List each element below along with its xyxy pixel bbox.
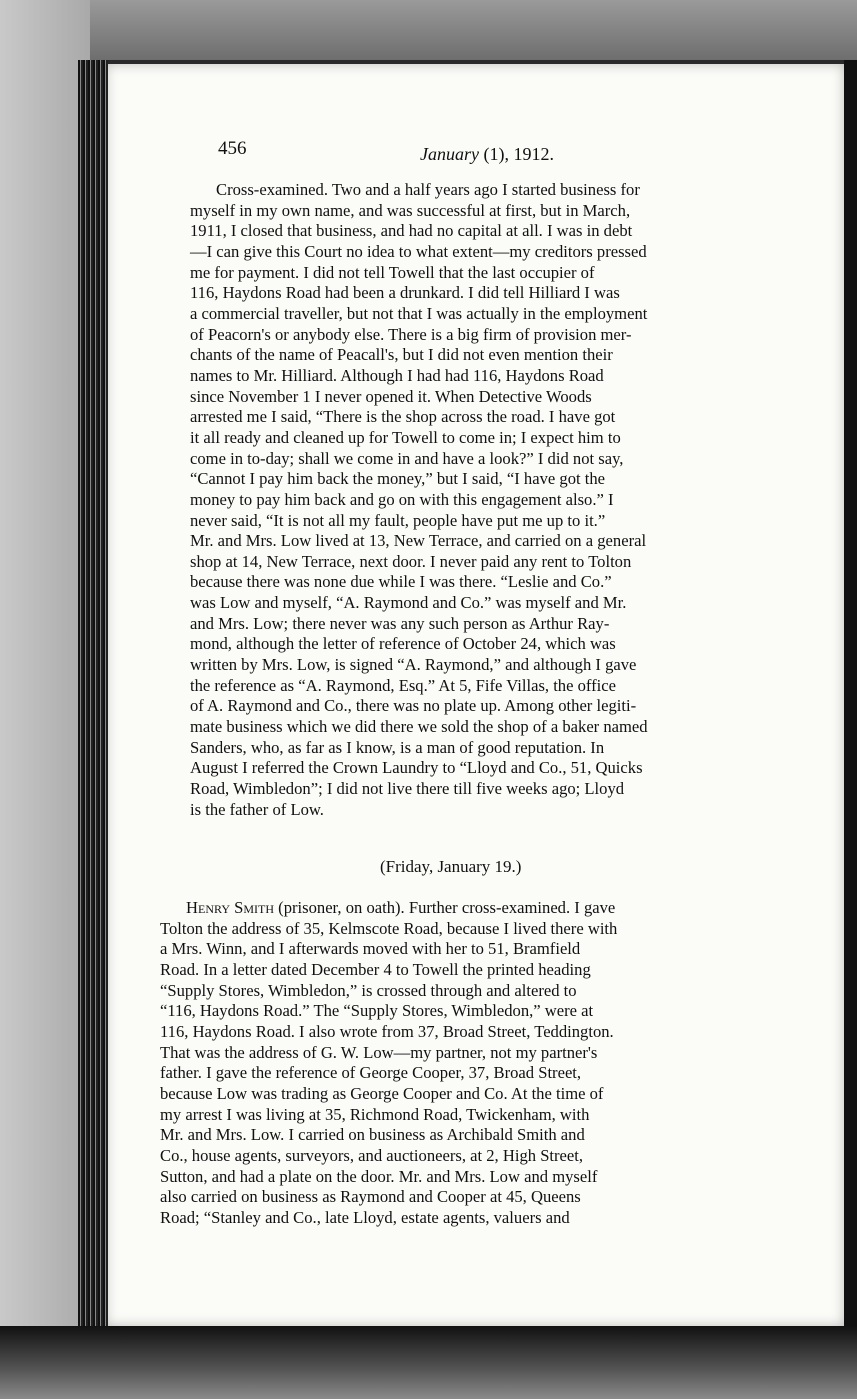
text-line: Mr. and Mrs. Low. I carried on business as Archibald Smith and [160,1125,585,1145]
text-line: Sutton, and had a plate on the door. Mr. and Mrs. Low and myself [160,1166,598,1186]
text-line: shop at 14, New Terrace, next door. I never paid any rent to Tolton [190,551,632,571]
text-line: because there was none due while I was there. “Leslie and Co.” [190,572,612,592]
text-line: 116, Haydons Road had been a drunkard. I did tell Hilliard I was [190,283,620,303]
running-head [420,144,554,165]
text-line: 1911, I closed that business, and had no capital at all. I was in debt [190,221,633,241]
text-line: “Cannot I pay him back the money,” but I said, “I have got the [190,469,606,489]
text-line: Road. In a letter dated December 4 to Towell the printed heading [160,959,591,979]
first-line-text: (prisoner, on oath). Further cross-examined. I gave [274,898,616,917]
text-line: since November 1 I never opened it. When Detective Woods [190,386,592,406]
text-line: it all ready and cleaned up for Towell to come in; I expect him to [190,427,621,447]
text-line: 116, Haydons Road. I also wrote from 37, Broad Street, Teddington. [160,1021,614,1041]
text-line: August I referred the Crown Laundry to “Lloyd and Co., 51, Quicks [190,758,643,778]
text-line: names to Mr. Hilliard. Although I had had 116, Haydons Road [190,365,604,385]
text-line: mate business which we did there we sold the shop of a baker named [190,717,648,737]
scan-left-margin [0,0,90,1399]
text-line: —I can give this Court no idea to what extent—my creditors pressed [190,241,647,261]
text-line: also carried on business as Raymond and Cooper at 45, Queens [160,1187,581,1207]
text-line: Co., house agents, surveyors, and auctioneers, at 2, High Street, [160,1145,584,1165]
text-line: the reference as “A. Raymond, Esq.” At 5, Fife Villas, the office [190,675,617,695]
text-line: because Low was trading as George Cooper and Co. At the time of [160,1083,604,1103]
date-heading: (Friday, January 19.) [380,857,522,876]
text-line: “116, Haydons Road.” The “Supply Stores, Wimbledon,” were at [160,1001,594,1021]
text-line: Tolton the address of 35, Kelmscote Road, because I lived there with [160,918,618,938]
scan-right-edge [844,60,857,1340]
text-line: come in to-day; shall we come in and have a look?” I did not say, [190,448,624,468]
text-line: chants of the name of Peacall's, but I did not even mention their [190,345,613,365]
text-line: “Supply Stores, Wimbledon,” is crossed through and altered to [160,980,577,1000]
text-line: father. I gave the reference of George Cooper, 37, Broad Street, [160,1063,582,1083]
paragraph-first-line [160,898,800,919]
text-line: of Peacorn's or anybody else. There is a big firm of provision mer- [190,324,632,344]
paragraph-cross-examination [190,180,798,820]
paragraph-henry-smith [160,898,800,1229]
scan-top-margin [0,0,857,60]
text-line: is the father of Low. [190,799,324,819]
scan-bottom-margin [0,1326,857,1399]
text-line: Sanders, who, as far as I know, is a man of good reputation. In [190,737,605,757]
text-line: a Mrs. Winn, and I afterwards moved with her to 51, Bramfield [160,939,581,959]
text-line: never said, “It is not all my fault, people have put me up to it.” [190,510,606,530]
book-binding [78,60,108,1330]
running-head-month: January [420,144,479,164]
text-line: Cross-examined. Two and a half years ago I started business for [216,180,640,199]
text-line: Road; “Stanley and Co., late Lloyd, estate agents, valuers and [160,1207,570,1227]
text-line: mond, although the letter of reference of October 24, which was [190,634,616,654]
text-line: Mr. and Mrs. Low lived at 13, New Terrace, and carried on a general [190,531,647,551]
text-line: me for payment. I did not tell Towell that the last occupier of [190,262,595,282]
text-line: and Mrs. Low; there never was any such person as Arthur Ray- [190,613,610,633]
text-line: That was the address of G. W. Low—my partner, not my partner's [160,1042,598,1062]
text-line: of A. Raymond and Co., there was no plate up. Among other legiti- [190,696,637,716]
text-line: arrested me I said, “There is the shop across the road. I have got [190,407,616,427]
text-line: written by Mrs. Low, is signed “A. Raymond,” and although I gave [190,655,637,675]
text-line: was Low and myself, “A. Raymond and Co.” was myself and Mr. [190,593,627,613]
text-line: a commercial traveller, but not that I was actually in the employment [190,303,648,323]
text-line: myself in my own name, and was successful at first, but in March, [190,200,631,220]
speaker-name: Henry Smith [186,898,275,917]
text-line: money to pay him back and go on with this engagement also.” I [190,489,614,509]
text-line: my arrest I was living at 35, Richmond Road, Twickenham, with [160,1104,590,1124]
text-line: Road, Wimbledon”; I did not live there till five weeks ago; Lloyd [190,779,625,799]
running-head-rest: (1), 1912. [478,144,554,164]
page-number: 456 [218,138,247,159]
